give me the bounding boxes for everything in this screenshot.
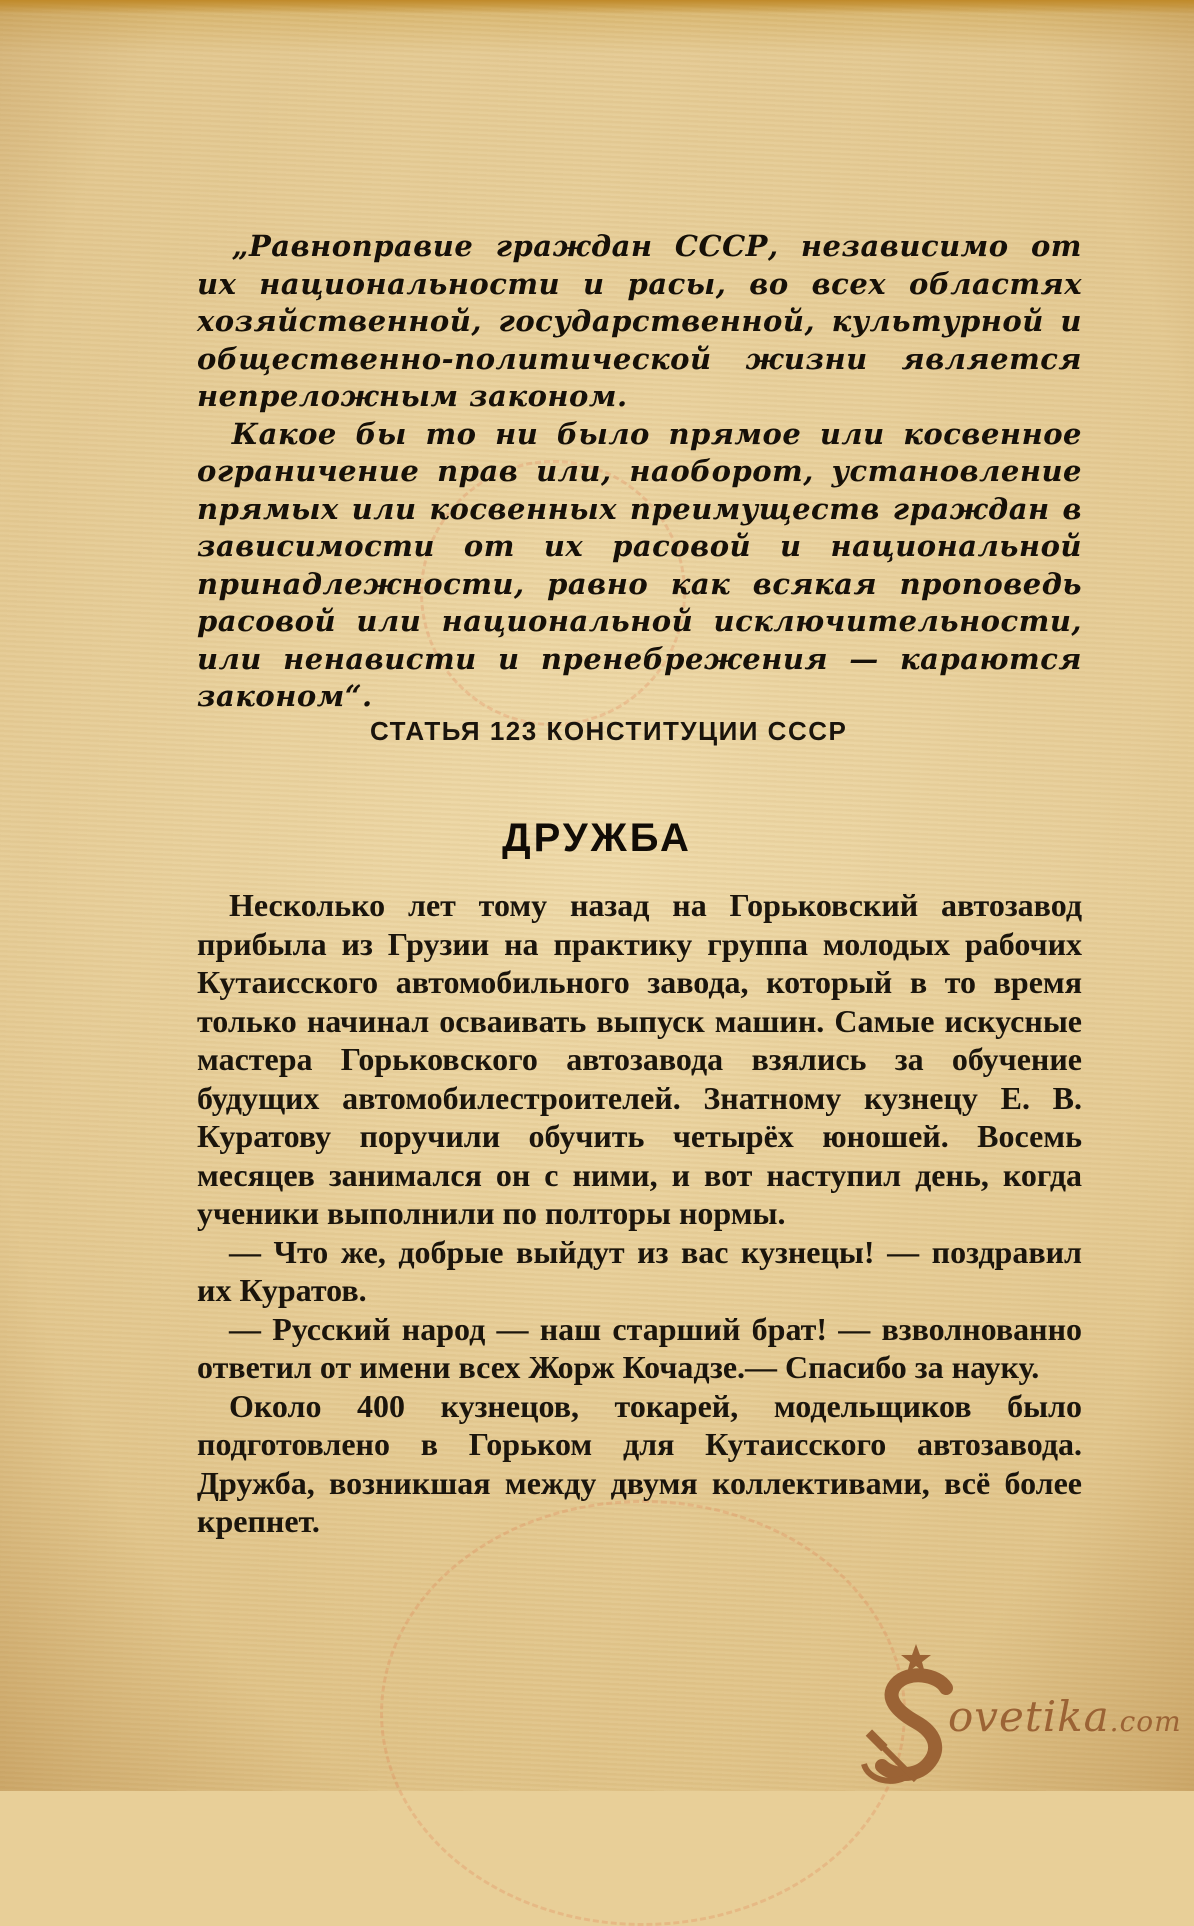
story-paragraph: — Что же, добрые выйдут из вас кузнецы! — поздравил их Куратов. bbox=[197, 1233, 1082, 1308]
quote-paragraph: „Равноправие граждан СССР, независимо от их национальности и расы, во всех областях хозяйственной, государственной, культурной и общественно-политической жизни является непреложным законом. bbox=[197, 229, 1082, 413]
story-body bbox=[197, 886, 1082, 1541]
quote-source: СТАТЬЯ 123 КОНСТИТУЦИИ СССР bbox=[370, 716, 848, 746]
story-paragraph: Около 400 кузнецов, токарей, модельщиков было подготовлено в Горьком для Кутаисского автозавода. Дружба, возникшая между двумя коллективами, всё более крепнет. bbox=[197, 1387, 1082, 1539]
watermark-text: ovetika.com bbox=[948, 1692, 1182, 1741]
story-paragraph: — Русский народ — наш старший брат! — взволнованно ответил от имени всех Жорж Кочадзе.— Спасибо за науку. bbox=[197, 1310, 1082, 1385]
quote-paragraph: Какое бы то ни было прямое или косвенное ограничение прав или, наоборот, установление прямых или косвенных преимуществ граждан в зависимости от их расовой и национальной принадлежности, равно как всякая проповедь расовой или национальной исключительности, или ненависти и пренебрежения — караются законом“. bbox=[197, 416, 1082, 713]
story-paragraph: Несколько лет тому назад на Горьковский автозавод прибыла из Грузии на практику группа молодых рабочих Кутаисского автомобильного завода, который в то время только начинал осваивать выпуск машин. Самые искусные мастера Горьковского автозавода взялись за обучение будущих автомобилестроителей. Знатному кузнецу Е. В. Куратову поручили обучить четырёх юношей. Восемь месяцев занимался он с ними, и вот наступил день, когда ученики выполнили по полторы нормы. bbox=[197, 887, 1082, 1231]
faint-stamp bbox=[380, 1500, 906, 1926]
page-edge bbox=[0, 0, 1194, 14]
constitution-quote bbox=[197, 228, 1082, 716]
story-title: ДРУЖБА bbox=[502, 816, 692, 860]
sovetika-watermark bbox=[858, 1640, 1188, 1780]
